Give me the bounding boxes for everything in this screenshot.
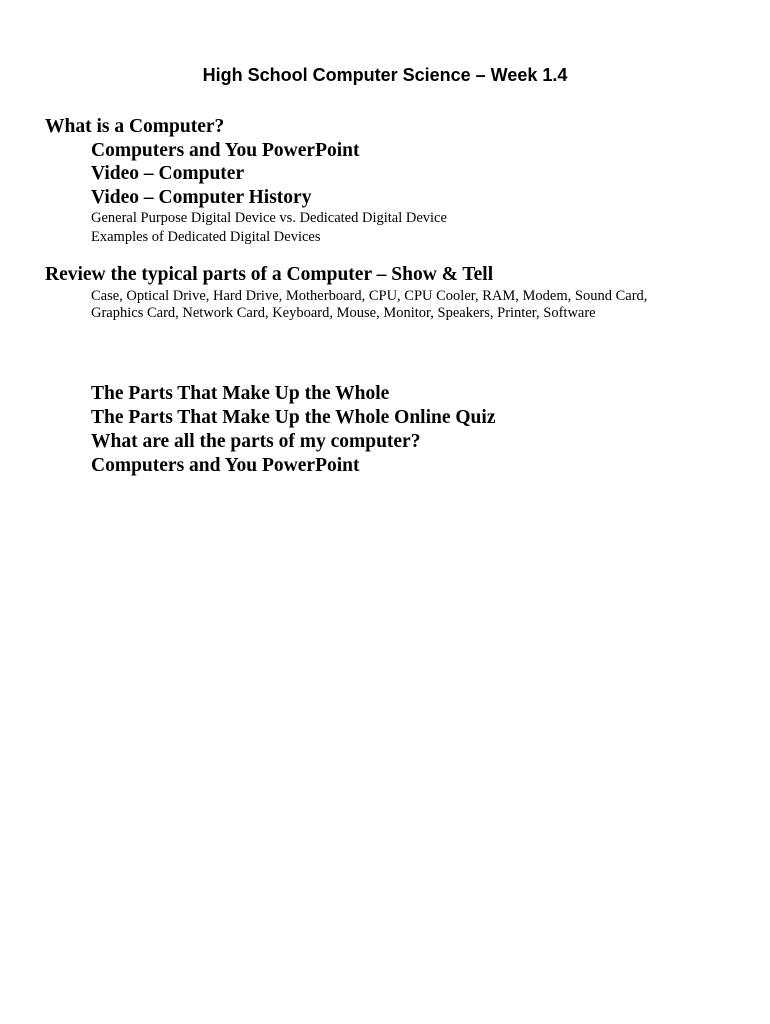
item-video-computer-history: Video – Computer History: [91, 187, 312, 208]
note-examples-dedicated-devices: Examples of Dedicated Digital Devices: [91, 229, 321, 245]
item-what-are-all-the-parts: What are all the parts of my computer?: [91, 431, 421, 452]
note-general-purpose-vs-dedicated: General Purpose Digital Device vs. Dedicated Digital Device: [91, 210, 447, 226]
note-parts-list-line-2: Graphics Card, Network Card, Keyboard, Mouse, Monitor, Speakers, Printer, Software: [91, 305, 596, 321]
item-video-computer: Video – Computer: [91, 163, 245, 184]
section-heading-review-parts: Review the typical parts of a Computer – Show & Tell: [45, 264, 494, 285]
item-computers-and-you-powerpoint-2: Computers and You PowerPoint: [91, 455, 360, 476]
item-computers-and-you-powerpoint: Computers and You PowerPoint: [91, 140, 360, 161]
item-parts-online-quiz: The Parts That Make Up the Whole Online Quiz: [91, 407, 496, 428]
note-parts-list-line-1: Case, Optical Drive, Hard Drive, Motherboard, CPU, CPU Cooler, RAM, Modem, Sound Card,: [91, 288, 648, 304]
document-title: High School Computer Science – Week 1.4: [202, 65, 568, 85]
item-parts-that-make-up-the-whole: The Parts That Make Up the Whole: [91, 383, 390, 404]
section-heading-what-is-a-computer: What is a Computer?: [45, 116, 225, 137]
